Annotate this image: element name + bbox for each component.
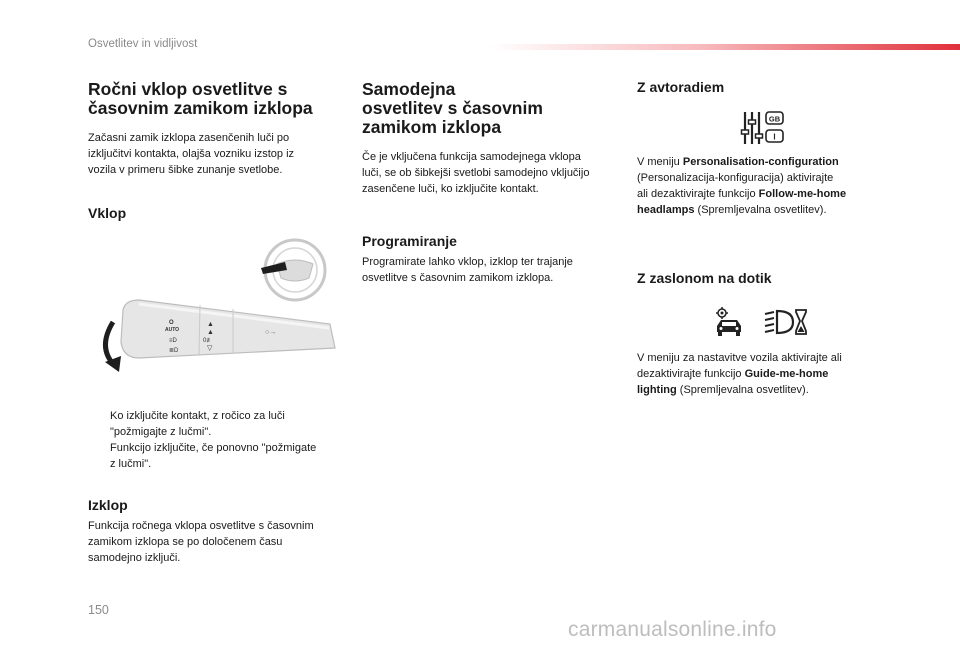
radio-settings-icon [740,108,786,146]
svg-text:▲: ▲ [207,321,214,328]
off-text: Funkcija ročnega vklopa osvetlitve s časovnim zamikom izklopa se po določenem času samodejno izključi. [88,520,314,564]
car-settings-icon [713,306,745,338]
off-heading: Izklop [88,497,128,513]
svg-text:GB: GB [768,114,781,124]
headlamp-timer-icon [763,308,807,336]
header-accent-bar [490,44,960,50]
svg-text:AUTO: AUTO [165,327,180,333]
lighting-stalk-illustration [95,238,345,378]
bullet-icon [88,408,110,440]
list-item: Funkcijo izključite, če ponovno "požmigate z lučmi". [88,440,348,472]
page-number: 150 [88,603,109,617]
radio-text: V meniju Personalisation-configuration (Personalizacija-konfiguracija) aktivirajte ali dezaktivirajte funkcijo Follow-me-home headlamps (Spremljevalna osvetlitev). [637,156,847,216]
list-item: Ko izključite kontakt, z ročico za luči "požmigajte z lučmi". [88,408,348,440]
touchscreen-text: V meniju za nastavitve vozila aktivirajte ali dezaktivirajte funkcijo Guide-me-home lighting (Spremljevalna osvetlitev). [637,352,842,396]
svg-text:O: O [169,320,174,326]
stalk-detail-icon [121,300,335,358]
section-title: Osvetlitev in vidljivost [88,38,198,50]
programming-heading: Programiranje [362,233,457,249]
on-instructions [88,408,348,472]
watermark: carmanualsonline.info [568,618,777,641]
svg-text:≡D: ≡D [169,338,177,344]
auto-lighting-text: Če je vključena funkcija samodejnega vklopa luči, se ob šibkejši svetlobi samodejno vključijo zasenčene luči, ko izključite kontakt. [362,151,590,195]
programming-text: Programirate lahko vklop, izklop ter trajanje osvetlitve s časovnim zamikom izklopa. [362,256,573,284]
manual-lighting-intro: Začasni zamik izklopa zasenčenih luči po izključitvi kontakta, olajša vozniku izstop iz vozila v primeru šibke zunanje svetlobe. [88,132,295,176]
bullet-icon [88,440,110,472]
touchscreen-heading: Z zaslonom na dotik [637,270,772,286]
on-heading: Vklop [88,205,127,221]
svg-text:≣D: ≣D [169,348,179,354]
manual-lighting-title: Ročni vklop osvetlitve s časovnim zamikom izklopa [88,79,313,118]
svg-text:I: I [773,132,776,142]
svg-text:0≢: 0≢ [203,338,213,344]
radio-heading: Z avtoradiem [637,79,725,95]
auto-lighting-title: Samodejna osvetlitev s časovnim zamikom izklopa [362,79,543,137]
svg-text:▽: ▽ [207,345,213,352]
svg-text:▲: ▲ [207,329,214,336]
svg-text:○→: ○→ [265,329,277,336]
